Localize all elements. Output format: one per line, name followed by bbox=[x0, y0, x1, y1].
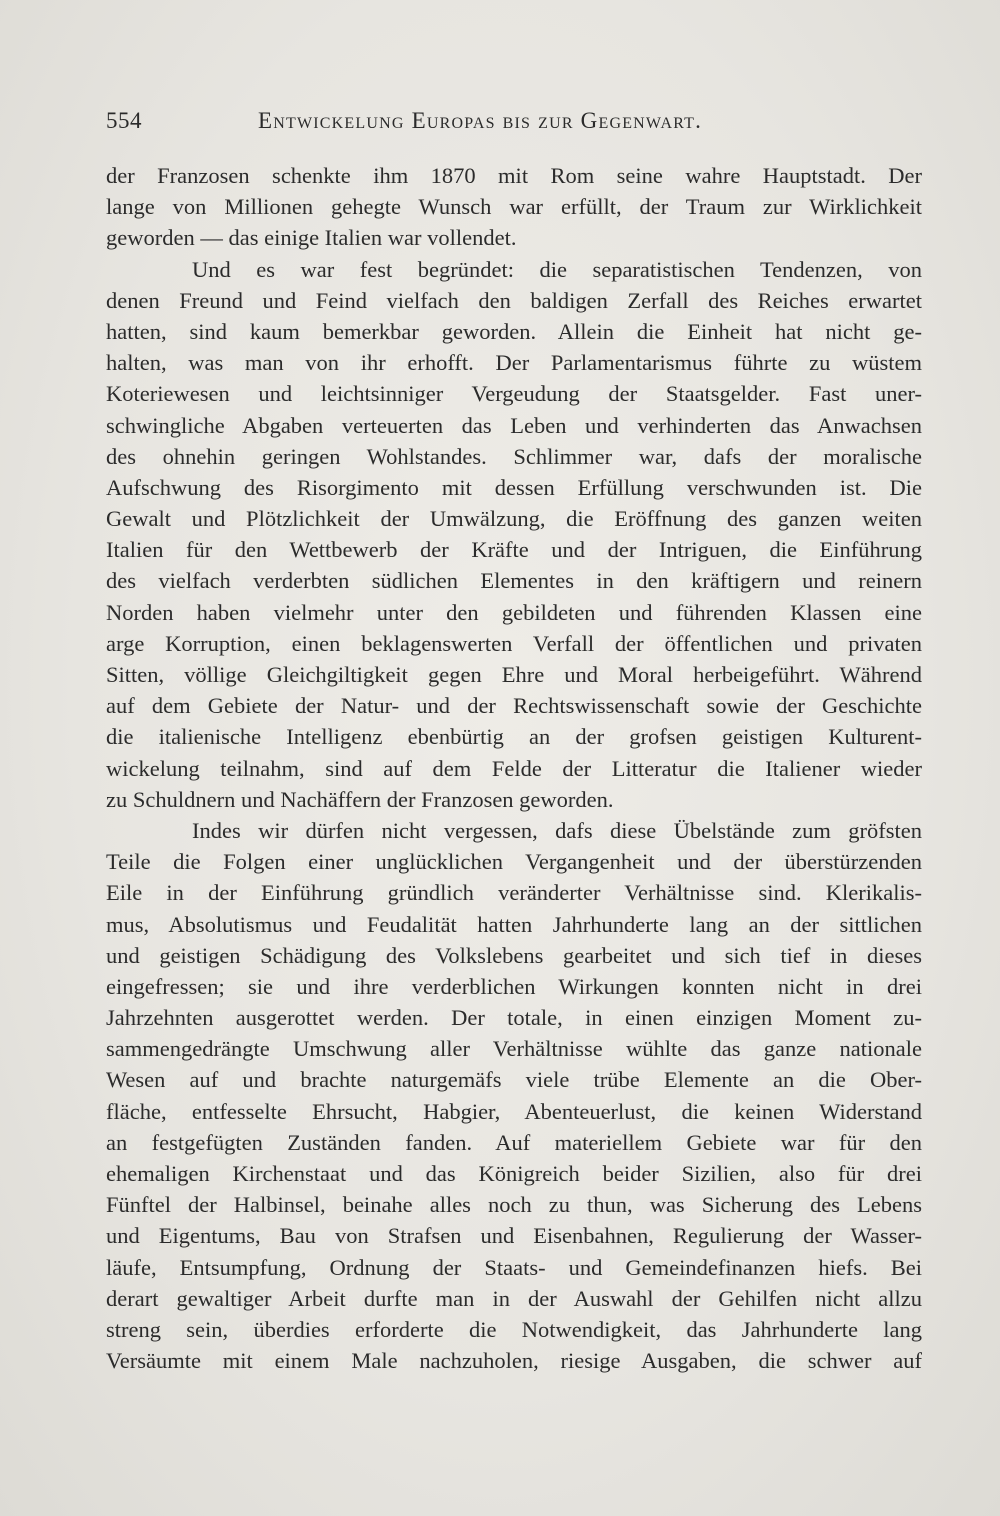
text-line: des vielfach verderbten südlichen Elementes in den kräftigern und reinern bbox=[106, 568, 922, 594]
text-line: Eile in der Einführung gründlich veränderter Verhältnisse sind. Klerikalis- bbox=[106, 880, 922, 906]
text-line: läufe, Entsumpfung, Ordnung der Staats- und Gemeindefinanzen hiefs. Bei bbox=[106, 1254, 922, 1280]
text-line: Sitten, völlige Gleichgiltigkeit gegen Ehre und Moral herbeigeführt. Während bbox=[106, 662, 922, 687]
text-line: eingefressen; sie und ihre verderblichen Wirkungen konnten nicht in drei bbox=[106, 973, 922, 999]
text-line: Teile die Folgen einer unglücklichen Vergangenheit und der überstürzenden bbox=[106, 849, 922, 875]
text-line: des ohnehin geringen Wohlstandes. Schlimmer war, dafs der moralische bbox=[106, 443, 922, 469]
text-line: Aufschwung des Risorgimento mit dessen Erfüllung verschwunden ist. Die bbox=[106, 474, 922, 500]
text-line: und Eigentums, Bau von Strafsen und Eisenbahnen, Regulierung der Wasser- bbox=[106, 1223, 922, 1249]
text-line: Jahrzehnten ausgerottet werden. Der totale, in einen einzigen Moment zu- bbox=[106, 1005, 922, 1031]
text-line: und geistigen Schädigung des Volkslebens gearbeitet und sich tief in dieses bbox=[106, 942, 922, 968]
text-line: ehemaligen Kirchenstaat und das Königreich beider Sizilien, also für drei bbox=[106, 1161, 922, 1186]
paragraph bbox=[106, 254, 922, 815]
text-line: hatten, sind kaum bemerkbar geworden. Allein die Einheit hat nicht ge- bbox=[106, 318, 922, 344]
text-line: fläche, entfesselte Ehrsucht, Habgier, Abenteuerlust, die keinen Widerstand bbox=[106, 1098, 922, 1124]
text-line: an festgefügten Zuständen fanden. Auf materiellem Gebiete war für den bbox=[106, 1129, 922, 1155]
text-line: mus, Absolutismus und Feudalität hatten Jahrhunderte lang an der sittlichen bbox=[106, 911, 922, 937]
text-line: lange von Millionen gehegte Wunsch war erfüllt, der Traum zur Wirklichkeit bbox=[106, 194, 922, 220]
text-line: Und es war fest begründet: die separatistischen Tendenzen, von bbox=[192, 256, 922, 282]
text-line: Norden haben vielmehr unter den gebildeten und führenden Klassen eine bbox=[106, 599, 922, 625]
text-line: halten, was man von ihr erhofft. Der Parlamentarismus führte zu wüstem bbox=[106, 350, 922, 376]
text-line: auf dem Gebiete der Natur- und der Rechtswissenschaft sowie der Geschichte bbox=[106, 693, 922, 719]
text-line: schwingliche Abgaben verteuerten das Leben und verhinderten das Anwachsen bbox=[106, 412, 922, 438]
running-title: Entwickelung Europas bis zur Gegenwart. bbox=[258, 108, 703, 133]
text-line: Indes wir dürfen nicht vergessen, dafs diese Übelstände zum gröfsten bbox=[192, 817, 922, 843]
text-line: Fünftel der Halbinsel, beinahe alles noch zu thun, was Sicherung des Lebens bbox=[106, 1192, 922, 1218]
body-text bbox=[106, 160, 922, 1376]
text-line: Koteriewesen und leichtsinniger Vergeudung der Staatsgelder. Fast uner- bbox=[106, 381, 922, 407]
text-line: Wesen auf und brachte naturgemäfs viele trübe Elemente an die Ober- bbox=[106, 1067, 922, 1093]
page-number: 554 bbox=[106, 108, 142, 133]
text-line: derart gewaltiger Arbeit durfte man in der Auswahl der Gehilfen nicht allzu bbox=[106, 1285, 922, 1311]
text-line: Versäumte mit einem Male nachzuholen, riesige Ausgaben, die schwer auf bbox=[106, 1348, 922, 1374]
text-line: Gewalt und Plötzlichkeit der Umwälzung, die Eröffnung des ganzen weiten bbox=[106, 506, 922, 532]
text-line: Italien für den Wettbewerb der Kräfte und der Intriguen, die Einführung bbox=[106, 537, 922, 563]
text-line: denen Freund und Feind vielfach den baldigen Zerfall des Reiches erwartet bbox=[106, 287, 922, 313]
text-line: wickelung teilnahm, sind auf dem Felde der Litteratur die Italiener wieder bbox=[106, 755, 922, 781]
text-line: die italienische Intelligenz ebenbürtig an der grofsen geistigen Kulturent- bbox=[106, 724, 922, 750]
text-line: geworden — das einige Italien war vollendet. bbox=[106, 225, 517, 251]
text-line: zu Schuldnern und Nachäffern der Franzosen geworden. bbox=[106, 786, 614, 812]
paragraph bbox=[106, 815, 922, 1376]
text-line: sammengedrängte Umschwung aller Verhältnisse wühlte das ganze nationale bbox=[106, 1036, 922, 1062]
text-line: der Franzosen schenkte ihm 1870 mit Rom seine wahre Hauptstadt. Der bbox=[106, 163, 922, 188]
paragraph bbox=[106, 160, 922, 254]
text-line: streng sein, überdies erforderte die Notwendigkeit, das Jahrhunderte lang bbox=[106, 1316, 922, 1342]
text-line: arge Korruption, einen beklagenswerten Verfall der öffentlichen und privaten bbox=[106, 630, 922, 656]
page-header bbox=[106, 108, 880, 138]
